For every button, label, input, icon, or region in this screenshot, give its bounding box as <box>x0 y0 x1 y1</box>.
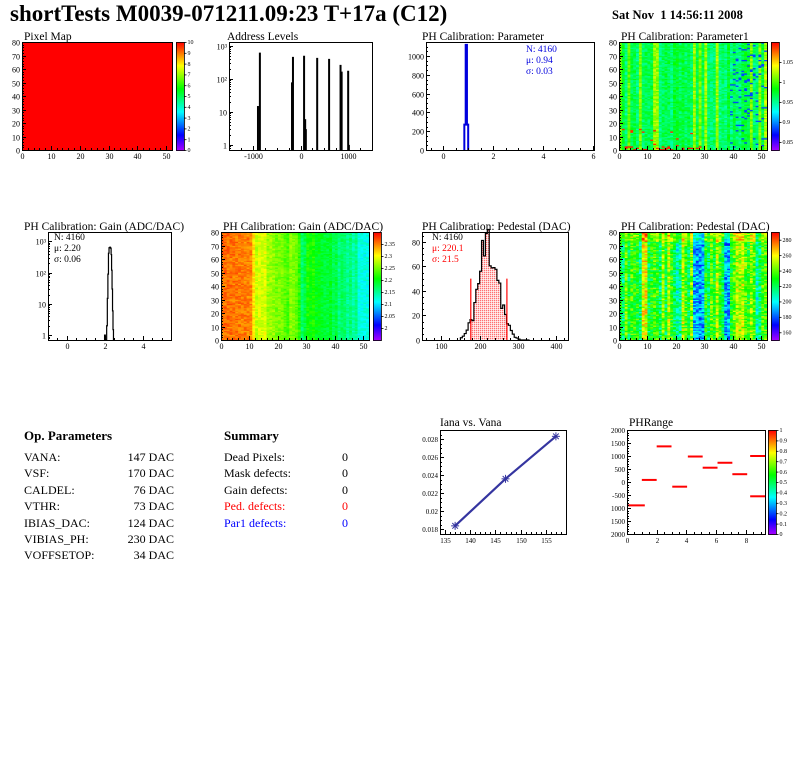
chart-title: Address Levels <box>227 31 299 43</box>
panel-ph-parameter <box>406 30 605 202</box>
param-label: Gain defects: <box>224 482 288 497</box>
param-value: 230 DAC <box>127 532 174 547</box>
param-label: Dead Pixels: <box>224 450 285 464</box>
param-row <box>24 482 174 498</box>
param-row <box>24 449 174 465</box>
page-title: shortTests M0039-071211.09:23 T+17a (C12) <box>10 1 448 26</box>
timestamp: Sat Nov 1 14:56:11 2008 <box>612 8 743 22</box>
param-label: VANA: <box>24 450 61 464</box>
chart-title: Pixel Map <box>24 31 72 43</box>
panel-pedestal-map <box>605 220 796 392</box>
panel-ph-parameter1-map <box>605 30 796 202</box>
chart-title: Iana vs. Vana <box>440 417 502 429</box>
panel-gain-map <box>207 220 406 392</box>
param-label: VTHR: <box>24 499 60 514</box>
param-value: 0 <box>342 499 348 514</box>
param-row <box>24 547 174 563</box>
chart-title: PHRange <box>629 417 674 429</box>
panel-address-levels <box>207 30 406 202</box>
param-label: VSF: <box>24 466 50 481</box>
chart-title: PH Calibration: Parameter <box>422 31 544 43</box>
param-row <box>224 465 348 481</box>
iana-vana-plot <box>406 408 605 558</box>
param-row <box>24 531 174 547</box>
op-parameters-heading: Op. Parameters <box>24 428 113 443</box>
phrange-plot <box>605 408 796 558</box>
summary-list <box>224 449 348 531</box>
ph-parameter1-map-plot <box>605 30 796 180</box>
panel-pedestal-hist <box>406 220 605 392</box>
ph-parameter-plot <box>406 30 605 180</box>
param-row <box>24 498 174 514</box>
param-label: IBIAS_DAC: <box>24 515 91 530</box>
chart-title: PH Calibration: Pedestal (DAC) <box>422 221 571 233</box>
gain-map-plot <box>207 220 406 370</box>
param-label: VOFFSETOP: <box>24 548 95 563</box>
pixel-map-plot <box>8 30 207 180</box>
panel-summary <box>207 408 406 580</box>
gain-hist-plot <box>8 220 207 370</box>
param-label: VIBIAS_PH: <box>24 532 89 547</box>
chart-title: PH Calibration: Parameter1 <box>621 31 749 43</box>
address-levels-plot <box>207 30 406 180</box>
param-value: 170 DAC <box>127 466 174 481</box>
param-row <box>224 449 348 465</box>
param-row <box>24 515 174 531</box>
param-row <box>224 482 348 498</box>
chart-title: PH Calibration: Gain (ADC/DAC) <box>24 221 185 233</box>
param-label: Ped. defects: <box>224 499 286 514</box>
param-value: 124 DAC <box>127 515 174 530</box>
chart-title: PH Calibration: Gain (ADC/DAC) <box>223 221 384 233</box>
param-label: Mask defects: <box>224 466 291 481</box>
pedestal-map-plot <box>605 220 796 370</box>
param-value: 0 <box>342 450 348 464</box>
param-label: CALDEL: <box>24 482 75 497</box>
panel-gain-hist <box>8 220 207 392</box>
panel-pixel-map <box>8 30 207 202</box>
param-row <box>224 515 348 531</box>
panel-op-parameters <box>8 408 207 580</box>
param-value: 147 DAC <box>127 450 174 464</box>
op-parameters-list <box>24 449 174 564</box>
param-label: Par1 defects: <box>224 515 287 530</box>
param-row <box>24 465 174 481</box>
param-value: 0 <box>342 515 348 530</box>
param-value: 73 DAC <box>133 499 174 514</box>
panel-iana-vana <box>406 408 605 580</box>
param-value: 76 DAC <box>133 482 174 497</box>
param-value: 0 <box>342 482 348 497</box>
chart-title: PH Calibration: Pedestal (DAC) <box>621 221 770 233</box>
param-value: 0 <box>342 466 348 481</box>
pedestal-hist-plot <box>406 220 605 370</box>
panel-phrange <box>605 408 796 580</box>
summary-heading: Summary <box>224 428 279 443</box>
param-value: 34 DAC <box>133 548 174 563</box>
param-row <box>224 498 348 514</box>
